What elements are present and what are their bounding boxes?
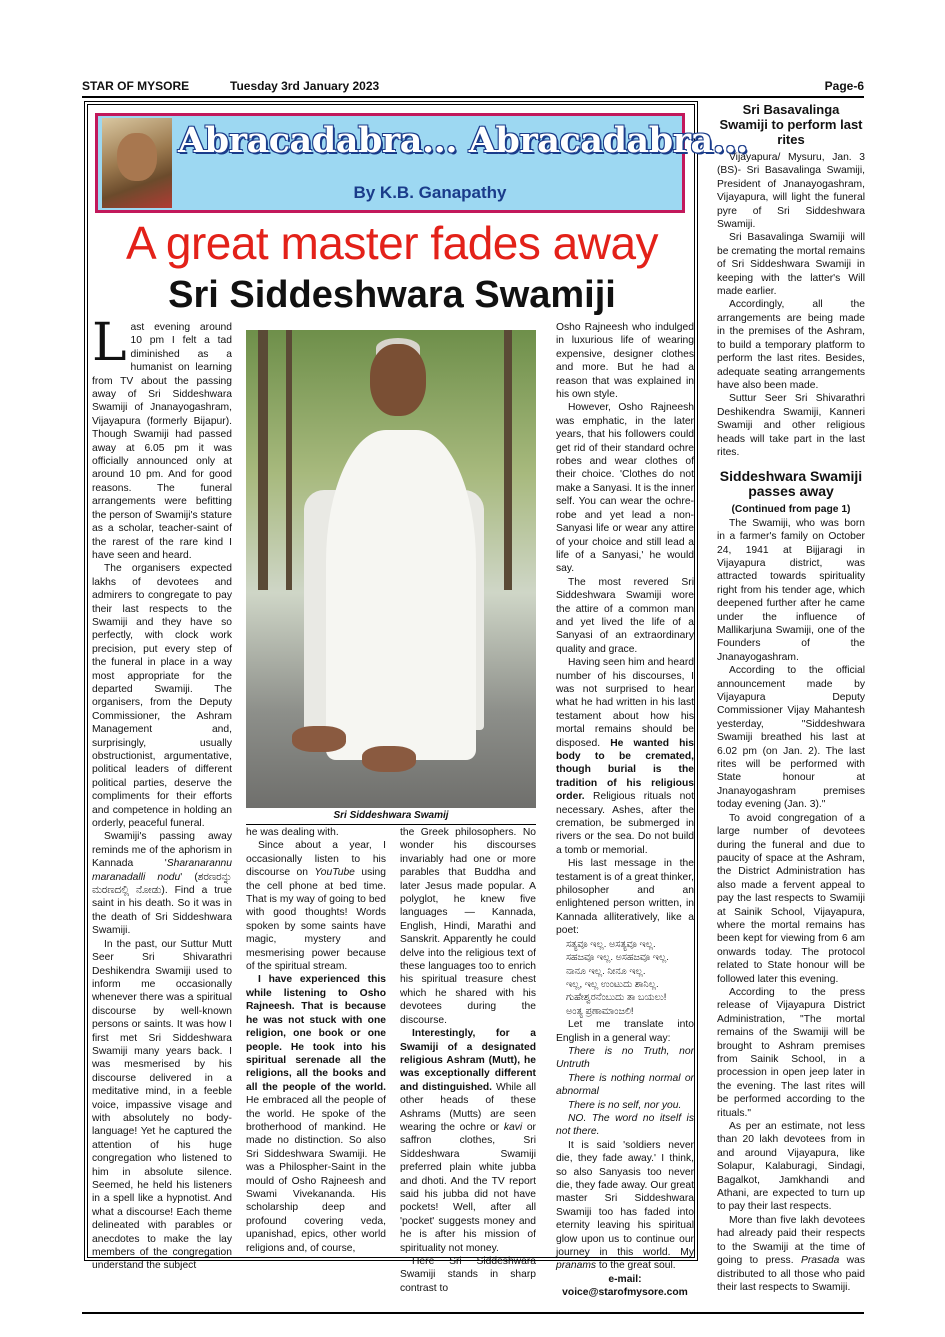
translation-line: There is no Truth, nor Untruth: [556, 1045, 694, 1071]
article-column-2: [246, 826, 386, 1255]
paragraph: According to the press release of Vijayapura District Administration, "The mortal remains of the Swamiji will be brought to Ashram premises from Sainik School, in a procession in open jeep later in the evening. The last rites will be performed according to the rituals.": [717, 986, 865, 1119]
paragraph: Interestingly, for a Swamiji of a designated religious Ashram (Mutt), he was exceptionally different and distinguished. While all other heads of these Ashrams (Mutts) are seen wearing the ochre or kavi or saffron clothes, Sri Siddeshwara Swamiji preferred plain white jubba and dhoti. And the TV report said his jubba did not have pockets! Well, after all 'pocket' suggests money and he is after his mission of spirituality not money.: [400, 1028, 536, 1254]
paragraph: Having seen him and heard number of his discourses, I was not surprised to hear what he had written in his last testament about how his mortal remains should be disposed. He wanted his body to be cremated, though burial is the tradition of his religious order. Religious rituals not necessary. Ashes, after the cremation, be submerged in rivers or the sea. Do not build a tomb or memorial.: [556, 657, 694, 856]
footer-rule: [82, 1312, 864, 1314]
article-column-1: [92, 313, 233, 1273]
kannada-verse: ಸತ್ಯವೂ ಇಲ್ಲ. ಅಸತ್ಯವೂ ಇಲ್ಲ. ಸಹಜವೂ ಇಲ್ಲ. ಅಸಹಜವೂ ಇಲ್ಲ. ನಾನೂ ಇಲ್ಲ. ನೀನೂ ಇಲ್ಲ. ಇಲ್ಲ, ಇಲ್ಲ ಉಂಟುದು ಶಾನಿಲ್ಲ. ಗುಹೇಶ್ವರನೆಂಬುದು ತಾ ಬಯಲು! ಅಂತ್ಯ ಪ್ರಣಾಮಾಂಜಲಿ!: [566, 938, 669, 1017]
side-headline-1: Sri Basavalinga Swamiji to perform last rites: [719, 102, 863, 147]
article-column-3: [400, 826, 536, 1295]
translation-line: NO. The word no itself is not there.: [556, 1112, 694, 1138]
paragraph: The most revered Sri Siddeshwara Swamiji wore the attire of a common man and yet lived the life of a Sanyasi of an extraordinary quality and grace.: [556, 576, 694, 655]
byline: By K.B. Ganapathy: [353, 183, 507, 202]
paragraph: To avoid congregation of a large number of devotees during the funeral and due to paucity of space at the Ashram, the District Administration has also made a fervent appeal to pay the last respects to Swamiji at Sainik School, Vijayapura, where the mortal remains has been kept for viewing from 6 am onwards today. The protocol related to State honour will be followed later this evening.: [717, 812, 865, 985]
paragraph: However, Osho Rajneesh was emphatic, in the later years, that his followers could get rid of their standard ochre robes and wear clothes of their choice. 'Clothes do not make a Sanyasi. It is the inner self. You can wear the ochre-robe and yet lead a non-Sanyasi life or wear any attire of your choice and still lead a life of a Sanyasi,' he would say.: [556, 402, 694, 575]
paragraph: His last message in the testament is of a great thinker, philosopher and an enlightened person written, in Kannada alliteratively, like a poet:: [556, 858, 694, 937]
continued-note: (Continued from page 1): [731, 504, 851, 516]
side-column: [717, 100, 865, 1294]
paragraph: Vijayapura/ Mysuru, Jan. 3 (BS)- Sri Basavalinga Swamiji, President of Jnanayogashram, Vijayapura, will light the funeral pyre of Sri Siddeshwara Swamiji.: [717, 152, 865, 231]
headline: A great master fades away: [125, 217, 659, 269]
column-title: Abracadabra... Abracadabra...: [178, 120, 748, 161]
photo-caption: Sri Siddeshwara Swamij: [246, 810, 536, 825]
paragraph: In the past, our Suttur Mutt Seer Sri Shivarathri Deshikendra Swamiji used to inform me occasionally whenever there was a spiritual discourse by well-known persons or saints. It was how I first met Sri Siddeshwara Swamiji many years back. I was mesmerised by his discourse delivered in a meditative mind, in a feeble voice, impassive visage and with absolutely no body-language! Yet he captured the attention of his huge congregation who listened to him in absolute silence. Seemed, he held his listeners in a spell like a hypnotist. And what a discourse! Each theme delineated with parables or anecdotes to make the lay members of the congregation understand the subject: [92, 938, 232, 1272]
side-headline-2: Siddeshwara Swamiji passes away: [719, 468, 863, 500]
paragraph: I have experienced this while listening to Osho Rajneesh. That is because he was not stuck with one religion, one book or one people. He took into his spiritual serenade all the religions, all the books and all the people of the world. He embraced all the people of the world. He spoke of the brotherhood of mankind. He made no distinction. So also Sri Siddeshwara Swamiji. He was a Philospher-Saint in the mould of Osho Rajneesh and Swami Vivekananda. His scholarship deep and profound covering veda, upanishad, epics, other world religions and, of course,: [246, 974, 386, 1254]
page-number: Page-6: [824, 79, 864, 93]
paragraph: The Swamiji, who was born in a farmer's family on October 24, 1941 at Bijjaragi in Vijayapura district, was attracted towards spirituality right from his tender age, which deepened further after he came under the influence of Mallikarjuna Swamiji, one of the Founders of the Jnanayogashram.: [717, 517, 865, 663]
paragraph: According to the official announcement made by Vijayapura Deputy Commissioner Vijay Mahantesh yesterday, "Siddeshwara Swamiji breathed his last at 6.02 pm (on Jan. 2). The last rites will be performed with State honour at Jnanayogashram premises today evening (Jan. 3).": [717, 665, 865, 811]
masthead-rule: [82, 96, 864, 98]
paragraph: It is said 'soldiers never die, they fade away.' I think, so also Sanyasis too never die, they fade away. Our great master Sri Siddeshwara Swamiji too has faded into eternity leaving his spiritual glow upon us to continue our journey in this world. My pranams to the great soul.: [556, 1139, 694, 1272]
paragraph: he was dealing with.: [246, 827, 339, 838]
swamiji-photo: [246, 330, 536, 808]
paper-name: STAR OF MYSORE: [82, 79, 190, 93]
email-label: e-mail:: [608, 1273, 642, 1285]
translation-line: There is nothing normal or abnormal: [556, 1072, 694, 1098]
masthead: [82, 79, 864, 95]
paragraph: More than five lakh devotees had already paid their respects to the Swamiji at the time of going to press. Prasada was distributed to all those who paid their last respects to Swamiji.: [717, 1214, 865, 1293]
paragraph: Since about a year, I occasionally listen to his discourse on YouTube using the cell phone at bed time. That is my way of going to bed with good thoughts! Words spoken by some saints have magic, mystery and mesmerising power because of the spiritual stream.: [246, 840, 386, 973]
subheadline: Sri Siddeshwara Swamiji: [168, 274, 616, 316]
paragraph: the Greek philosophers. No wonder his discourses invariably had one or more parables that Buddha and later Jesus made popular. A polyglot, he knew five languages — Kannada, English, Hindi, Marathi and Sanskrit. Apparently he could delve into the religious text of these languages too to enrich his spiritual treasure chest which he shared with his devotees during the discourse.: [400, 827, 536, 1026]
author-portrait: [102, 118, 172, 208]
paragraph: Osho Rajneesh who indulged in luxurious life of wearing expensive, designer clothes and more. But he had a reason that was explained in his own style.: [556, 322, 694, 401]
translation-line: There is no self, nor you.: [568, 1099, 682, 1111]
paragraph: Let me translate into English in a general way:: [556, 1019, 694, 1044]
paragraph: Swamiji's passing away reminds me of the aphorism in Kannada 'Sharanarannu maranadalli nodu' (ಶರಣರನ್ನು ಮರಣದಲ್ಲಿ ನೋಡು). Find a true saint in his death. So it was in the death of Sri Siddeshwara Swamiji.: [92, 831, 233, 937]
paragraph: Accordingly, all the arrangements are being made in the premises of the Ashram, to build a temporary platform to perform the last rites. Besides, adequate seating arrangements have also been made.: [717, 299, 865, 391]
paragraph: The organisers expected lakhs of devotees and admirers to congregate to pay their last respects to the Swamiji and they have so perfectly, with clock work precision, put every step of the funeral in place in a way most appropriate for the departed Swamiji. The organisers, from the Deputy Commissioner, the Ashram Management and, surprisingly, usually obstructionist, argumentative, political leaders of different political parties, deserve the compliments for their efforts and competence in holding an orderly, peaceful funeral.: [92, 563, 232, 830]
author-email[interactable]: voice@starofmysore.com: [562, 1287, 688, 1299]
lead-paragraph: Last evening around 10 pm I felt a tad diminished as a humanist on learning from TV about the passing away of Sri Siddeshwara Swamiji of Jnanayogashram, Vijayapura (formerly Bijapur). Though Swamiji had passed away at 6.05 pm it was officially announced only at around 10 pm. And for good reasons. The funeral arrangements were befitting the person of Swamiji's stature as a scholar, teacher-saint of the rarest of the rare kind I have seen and heard.: [92, 313, 232, 561]
article-column-4: [556, 321, 694, 1300]
paragraph: As per an estimate, not less than 20 lakh devotees from in and around Vijayapura, like Solapur, Kalaburagi, Sindagi, Bagalkot, Jamkhandi and Athani, are expected to turn up to pay their last respects.: [717, 1121, 865, 1213]
paragraph: Here Sri Siddeshwara Swamiji stands in sharp contrast to: [400, 1256, 536, 1294]
issue-date: Tuesday 3rd January 2023: [230, 79, 380, 93]
paragraph: Suttur Seer Sri Shivarathri Deshikendra Swamiji, Kanneri Swamiji and other religious heads will take part in the last rites.: [717, 393, 865, 458]
drop-cap: L: [92, 313, 127, 373]
paragraph: Sri Basavalinga Swamiji will be cremating the mortal remains of Sri Siddeshwara Swamiji in keeping with the latter's Will made earlier.: [717, 232, 865, 298]
